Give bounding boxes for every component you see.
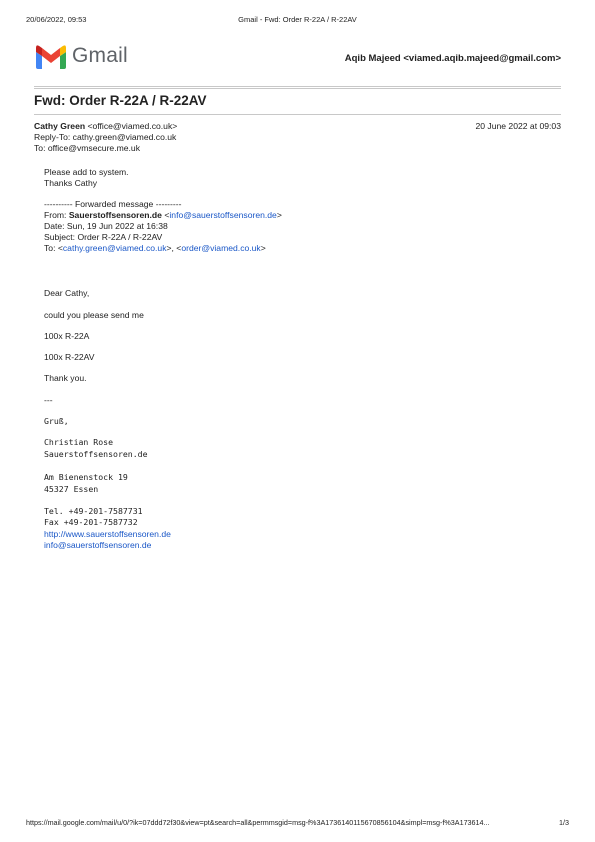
fwd-to: [44, 243, 266, 254]
email-subject: Fwd: Order R-22A / R-22AV: [34, 93, 207, 108]
signature-fax: Fax +49-201-7587732: [44, 517, 138, 527]
fwd-to-close: >: [260, 243, 266, 253]
gmail-wordmark: Gmail: [72, 44, 128, 67]
forwarded-marker: ---------- Forwarded message ---------: [44, 199, 182, 209]
signature-company: Sauerstoffsensoren.de: [44, 449, 148, 459]
reply-to: Reply-To: cathy.green@viamed.co.uk: [34, 132, 177, 142]
sender-line: [34, 121, 177, 132]
signature-street: Am Bienenstock 19: [44, 472, 128, 482]
signature-email-link[interactable]: info@sauerstoffsensoren.de: [44, 540, 152, 550]
print-page-number: 1/3: [559, 818, 569, 827]
print-title: Gmail - Fwd: Order R-22A / R-22AV: [238, 15, 357, 24]
signature-separator: ---: [44, 395, 53, 405]
fwd-from-name: Sauerstoffsensoren.de: [68, 210, 162, 220]
subject-divider: [34, 114, 561, 115]
fwd-from: [44, 210, 282, 221]
header-divider-2: [34, 88, 561, 89]
account-identity: Aqib Majeed <viamed.aqib.majeed@gmail.com>: [344, 53, 561, 64]
fwd-to-label: To: <: [44, 243, 63, 253]
print-datetime: 20/06/2022, 09:53: [26, 15, 87, 24]
sender-email: <office@viamed.co.uk>: [87, 121, 178, 131]
message-date: 20 June 2022 at 09:03: [475, 121, 561, 131]
sender-name: Cathy Green: [34, 121, 86, 131]
gmail-m-icon: [34, 44, 68, 70]
fwd-to-email-1-link[interactable]: cathy.green@viamed.co.uk: [62, 243, 167, 253]
fwd-to-email-2-link[interactable]: order@viamed.co.uk: [181, 243, 261, 253]
signature-website-link[interactable]: http://www.sauerstoffsensoren.de: [44, 529, 171, 539]
fwd-from-open: <: [161, 210, 170, 220]
signature-name: Christian Rose: [44, 437, 114, 447]
request-line: could you please send me: [44, 310, 144, 320]
greeting: Dear Cathy,: [44, 288, 90, 298]
fwd-date: Date: Sun, 19 Jun 2022 at 16:38: [44, 221, 168, 231]
header-divider: [34, 86, 561, 87]
fwd-from-email-link[interactable]: info@sauerstoffsensoren.de: [169, 210, 277, 220]
to-line: To: office@vmsecure.me.uk: [34, 143, 140, 153]
order-item-2: 100x R-22AV: [44, 352, 95, 362]
fwd-to-mid: >, <: [166, 243, 182, 253]
intro-line-1: Please add to system.: [44, 167, 129, 177]
thanks-line: Thank you.: [44, 373, 87, 383]
fwd-from-close: >: [276, 210, 282, 220]
signature-city: 45327 Essen: [44, 484, 99, 494]
print-footer-url: https://mail.google.com/mail/u/0/?ik=07ddd72f30&view=pt&search=all&permmsgid=msg-f%3A1736140115670856104&simpl=msg-f%3A173614...: [26, 818, 490, 827]
signature-tel: Tel. +49-201-7587731: [44, 506, 143, 516]
intro-line-2: Thanks Cathy: [44, 178, 98, 188]
fwd-from-label: From:: [44, 210, 69, 220]
fwd-subject: Subject: Order R-22A / R-22AV: [44, 232, 163, 242]
signature-greeting: Gruß,: [44, 416, 69, 426]
order-item-1: 100x R-22A: [44, 331, 90, 341]
